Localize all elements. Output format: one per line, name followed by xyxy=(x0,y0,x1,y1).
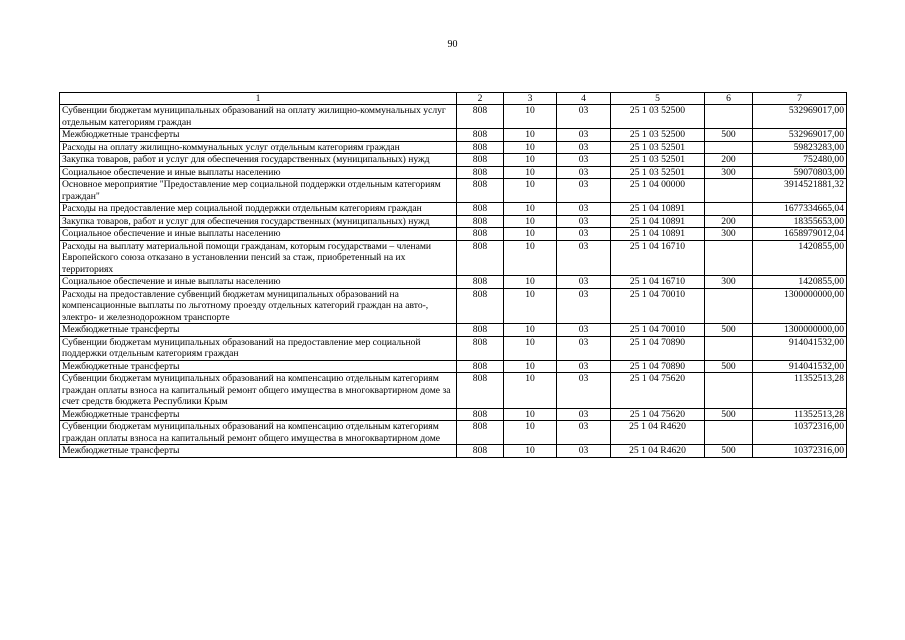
code-section: 10 xyxy=(504,336,557,360)
table-row xyxy=(60,240,847,276)
code-subsection: 03 xyxy=(557,179,611,203)
code-subsection: 03 xyxy=(557,324,611,337)
row-name: Межбюджетные трансферты xyxy=(60,360,457,373)
code-gov: 808 xyxy=(457,373,504,409)
code-expense-type: 500 xyxy=(705,324,753,337)
code-section: 10 xyxy=(504,276,557,289)
code-target: 25 1 04 16710 xyxy=(611,240,705,276)
code-section: 10 xyxy=(504,360,557,373)
table-row xyxy=(60,203,847,216)
column-header: 4 xyxy=(557,93,611,105)
code-expense-type xyxy=(705,141,753,154)
code-gov: 808 xyxy=(457,105,504,129)
code-expense-type xyxy=(705,288,753,324)
code-expense-type: 500 xyxy=(705,408,753,421)
code-expense-type xyxy=(705,421,753,445)
code-expense-type: 500 xyxy=(705,445,753,458)
table-row xyxy=(60,228,847,241)
row-name: Субвенции бюджетам муниципальных образований на компенсацию отдельным категориям граждан оплаты взноса на капитальный ремонт общего имущества в многоквартирном доме xyxy=(60,421,457,445)
code-expense-type: 200 xyxy=(705,154,753,167)
table-row xyxy=(60,373,847,409)
code-gov: 808 xyxy=(457,179,504,203)
code-section: 10 xyxy=(504,203,557,216)
code-subsection: 03 xyxy=(557,166,611,179)
code-gov: 808 xyxy=(457,215,504,228)
code-subsection: 03 xyxy=(557,203,611,216)
table-row xyxy=(60,421,847,445)
code-section: 10 xyxy=(504,166,557,179)
code-target: 25 1 04 70010 xyxy=(611,288,705,324)
row-amount: 1420855,00 xyxy=(753,276,847,289)
table-row xyxy=(60,154,847,167)
code-target: 25 1 04 70890 xyxy=(611,360,705,373)
code-expense-type xyxy=(705,373,753,409)
code-gov: 808 xyxy=(457,336,504,360)
code-target: 25 1 03 52501 xyxy=(611,141,705,154)
code-subsection: 03 xyxy=(557,240,611,276)
row-amount: 1420855,00 xyxy=(753,240,847,276)
code-expense-type: 300 xyxy=(705,276,753,289)
code-gov: 808 xyxy=(457,141,504,154)
code-target: 25 1 03 52500 xyxy=(611,105,705,129)
code-target: 25 1 04 10891 xyxy=(611,215,705,228)
code-target: 25 1 04 16710 xyxy=(611,276,705,289)
row-amount: 59070803,00 xyxy=(753,166,847,179)
table-row xyxy=(60,179,847,203)
row-amount: 1300000000,00 xyxy=(753,288,847,324)
code-gov: 808 xyxy=(457,360,504,373)
table-row xyxy=(60,105,847,129)
code-subsection: 03 xyxy=(557,129,611,142)
table-row xyxy=(60,141,847,154)
page-number: 90 xyxy=(447,39,458,50)
table-row xyxy=(60,445,847,458)
code-section: 10 xyxy=(504,215,557,228)
row-amount: 10372316,00 xyxy=(753,445,847,458)
code-gov: 808 xyxy=(457,166,504,179)
row-amount: 18355653,00 xyxy=(753,215,847,228)
row-name: Социальное обеспечение и иные выплаты населению xyxy=(60,228,457,241)
code-target: 25 1 04 R4620 xyxy=(611,445,705,458)
code-section: 10 xyxy=(504,408,557,421)
code-expense-type: 500 xyxy=(705,360,753,373)
table-row xyxy=(60,336,847,360)
code-expense-type: 300 xyxy=(705,228,753,241)
code-subsection: 03 xyxy=(557,373,611,409)
code-expense-type: 500 xyxy=(705,129,753,142)
column-header: 1 xyxy=(60,93,457,105)
code-target: 25 1 04 75620 xyxy=(611,408,705,421)
code-gov: 808 xyxy=(457,421,504,445)
row-name: Межбюджетные трансферты xyxy=(60,324,457,337)
row-amount: 11352513,28 xyxy=(753,408,847,421)
code-gov: 808 xyxy=(457,129,504,142)
code-subsection: 03 xyxy=(557,154,611,167)
code-section: 10 xyxy=(504,421,557,445)
code-section: 10 xyxy=(504,445,557,458)
row-amount: 11352513,28 xyxy=(753,373,847,409)
code-expense-type: 300 xyxy=(705,166,753,179)
table-row xyxy=(60,166,847,179)
code-subsection: 03 xyxy=(557,141,611,154)
code-section: 10 xyxy=(504,179,557,203)
code-subsection: 03 xyxy=(557,408,611,421)
code-section: 10 xyxy=(504,129,557,142)
code-target: 25 1 03 52501 xyxy=(611,154,705,167)
row-name: Социальное обеспечение и иные выплаты населению xyxy=(60,166,457,179)
code-section: 10 xyxy=(504,154,557,167)
budget-table xyxy=(59,92,847,458)
row-name: Межбюджетные трансферты xyxy=(60,129,457,142)
table-row xyxy=(60,276,847,289)
row-amount: 532969017,00 xyxy=(753,129,847,142)
code-section: 10 xyxy=(504,141,557,154)
row-amount: 59823283,00 xyxy=(753,141,847,154)
code-target: 25 1 04 R4620 xyxy=(611,421,705,445)
table-row xyxy=(60,360,847,373)
row-name: Закупка товаров, работ и услуг для обеспечения государственных (муниципальных) нужд xyxy=(60,215,457,228)
row-amount: 752480,00 xyxy=(753,154,847,167)
code-target: 25 1 04 70890 xyxy=(611,336,705,360)
code-target: 25 1 04 10891 xyxy=(611,203,705,216)
code-subsection: 03 xyxy=(557,445,611,458)
code-subsection: 03 xyxy=(557,228,611,241)
column-header: 5 xyxy=(611,93,705,105)
code-target: 25 1 04 00000 xyxy=(611,179,705,203)
row-name: Основное мероприятие "Предоставление мер социальной поддержки отдельным категориям граждан" xyxy=(60,179,457,203)
table-row xyxy=(60,324,847,337)
code-expense-type xyxy=(705,336,753,360)
row-amount: 10372316,00 xyxy=(753,421,847,445)
row-name: Расходы на выплату материальной помощи гражданам, которым государствами – членами Европейского союза отказано в установлении пенсий за стаж, приобретенный на их территориях xyxy=(60,240,457,276)
row-name: Межбюджетные трансферты xyxy=(60,445,457,458)
code-target: 25 1 03 52501 xyxy=(611,166,705,179)
row-name: Расходы на оплату жилищно-коммунальных услуг отдельным категориям граждан xyxy=(60,141,457,154)
code-target: 25 1 04 70010 xyxy=(611,324,705,337)
code-section: 10 xyxy=(504,240,557,276)
code-target: 25 1 04 10891 xyxy=(611,228,705,241)
code-section: 10 xyxy=(504,288,557,324)
row-amount: 914041532,00 xyxy=(753,360,847,373)
code-gov: 808 xyxy=(457,203,504,216)
row-amount: 532969017,00 xyxy=(753,105,847,129)
code-gov: 808 xyxy=(457,288,504,324)
code-gov: 808 xyxy=(457,240,504,276)
row-amount: 1658979012,04 xyxy=(753,228,847,241)
row-amount: 1300000000,00 xyxy=(753,324,847,337)
code-gov: 808 xyxy=(457,445,504,458)
table-row xyxy=(60,129,847,142)
code-expense-type xyxy=(705,179,753,203)
code-section: 10 xyxy=(504,105,557,129)
row-name: Субвенции бюджетам муниципальных образований на компенсацию отдельным категориям граждан оплаты взноса на капитальный ремонт общего имущества в многоквартирном доме за счет средств бюджета Республики Крым xyxy=(60,373,457,409)
code-subsection: 03 xyxy=(557,215,611,228)
table-header-row xyxy=(60,93,847,105)
row-name: Субвенции бюджетам муниципальных образований на предоставление мер социальной поддержки отдельным категориям граждан xyxy=(60,336,457,360)
row-name: Расходы на предоставление субвенций бюджетам муниципальных образований на компенсационные выплаты по льготному проезду отдельных категорий граждан на авто-, электро- и железнодорожном транспорте xyxy=(60,288,457,324)
table-row xyxy=(60,215,847,228)
code-subsection: 03 xyxy=(557,336,611,360)
row-amount: 914041532,00 xyxy=(753,336,847,360)
column-header: 7 xyxy=(753,93,847,105)
table-row xyxy=(60,408,847,421)
code-subsection: 03 xyxy=(557,105,611,129)
row-name: Закупка товаров, работ и услуг для обеспечения государственных (муниципальных) нужд xyxy=(60,154,457,167)
column-header: 3 xyxy=(504,93,557,105)
row-amount: 3914521881,32 xyxy=(753,179,847,203)
code-section: 10 xyxy=(504,324,557,337)
code-subsection: 03 xyxy=(557,276,611,289)
column-header: 2 xyxy=(457,93,504,105)
table-row xyxy=(60,288,847,324)
code-gov: 808 xyxy=(457,276,504,289)
code-section: 10 xyxy=(504,373,557,409)
column-header: 6 xyxy=(705,93,753,105)
row-name: Субвенции бюджетам муниципальных образований на оплату жилищно-коммунальных услуг отдельным категориям граждан xyxy=(60,105,457,129)
code-subsection: 03 xyxy=(557,288,611,324)
code-gov: 808 xyxy=(457,324,504,337)
code-subsection: 03 xyxy=(557,421,611,445)
code-section: 10 xyxy=(504,228,557,241)
code-expense-type: 200 xyxy=(705,215,753,228)
row-name: Межбюджетные трансферты xyxy=(60,408,457,421)
code-expense-type xyxy=(705,105,753,129)
row-name: Социальное обеспечение и иные выплаты населению xyxy=(60,276,457,289)
code-gov: 808 xyxy=(457,408,504,421)
code-expense-type xyxy=(705,203,753,216)
code-subsection: 03 xyxy=(557,360,611,373)
code-target: 25 1 04 75620 xyxy=(611,373,705,409)
row-name: Расходы на предоставление мер социальной поддержки отдельным категориям граждан xyxy=(60,203,457,216)
row-amount: 1677334665,04 xyxy=(753,203,847,216)
code-expense-type xyxy=(705,240,753,276)
code-gov: 808 xyxy=(457,154,504,167)
code-gov: 808 xyxy=(457,228,504,241)
code-target: 25 1 03 52500 xyxy=(611,129,705,142)
